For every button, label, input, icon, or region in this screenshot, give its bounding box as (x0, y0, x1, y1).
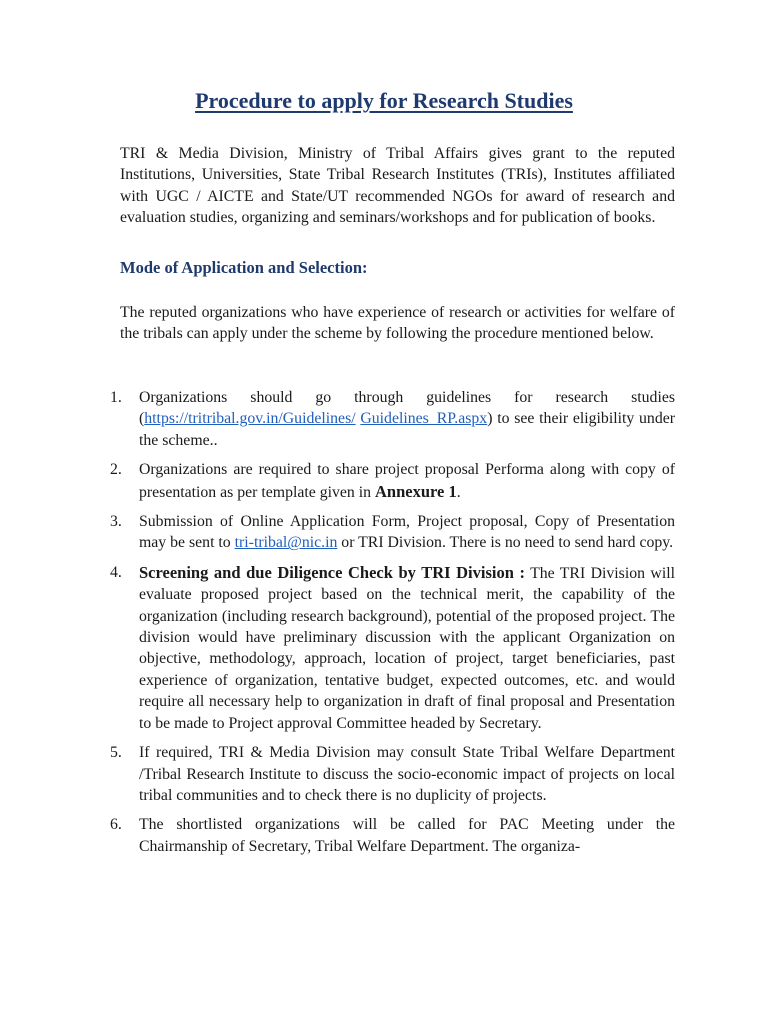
list-item (110, 814, 675, 857)
email-link[interactable]: tri-tribal@nic.in (234, 534, 338, 552)
intro-paragraph: TRI & Media Division, Ministry of Tribal Affairs gives grant to the reputed Institutions, Universities, State Tribal Research Institutes (TRIs), Institutes affiliated with UGC / AICTE and State/UT recommended NGOs for award of research and evaluation studies, organizing and seminars/workshops and for publication of books. (120, 145, 675, 227)
list-number: 1. (110, 389, 122, 406)
section-heading: Mode of Application and Selection: (120, 258, 368, 277)
item-text: Organizations should go through guidelines for research studies ( (139, 389, 675, 428)
item-text: or TRI Division. There is no need to send hard copy. (337, 534, 674, 552)
page-title: Procedure to apply for Research Studies (195, 88, 573, 113)
guidelines-link[interactable]: https://tritribal.gov.in/Guidelines/ (144, 410, 356, 428)
list-number: 4. (110, 563, 122, 581)
procedure-list (110, 387, 675, 865)
list-item (110, 387, 675, 451)
item-text: The TRI Division will evaluate proposed project based on the technical merit, the capability of the organization (including research background), potential of the proposed project. The division would have preliminary discussion with the applicant Organization on objective, methodology, approach, location of project, target beneficiaries, past experience of organization, tentative budget, expected outcomes, etc. and would require all necessary help to organization in draft of final proposal and Presentation to be made to Project approval Committee headed by Secretary. (139, 564, 675, 732)
list-item (110, 742, 675, 806)
annexure-label: Annexure 1 (375, 481, 457, 501)
item-text: Submission of Online Application Form, Project proposal, Copy of Presentation may be sent to (139, 513, 675, 552)
item-text: . (456, 483, 461, 501)
list-item (110, 562, 675, 734)
list-item (110, 459, 675, 503)
item-text: The shortlisted organizations will be called for PAC Meeting under the Chairmanship of Secretary, Tribal Welfare Department. The organiza- (139, 816, 675, 855)
item-text: If required, TRI & Media Division may consult State Tribal Welfare Department /Tribal Research Institute to discuss the socio-economic impact of projects on local tribal communities and to check there is no duplicity of projects. (139, 744, 675, 804)
list-number: 5. (110, 744, 122, 762)
item-text: Organizations are required to share project proposal Performa along with copy of presentation as per template given in (139, 461, 675, 501)
guidelines-rp-link[interactable]: Guidelines_RP.aspx (360, 410, 488, 428)
list-number: 6. (110, 816, 122, 834)
list-item (110, 511, 675, 554)
list-number: 3. (110, 513, 122, 531)
item-text: ) to see their eligibility under the scheme.. (139, 410, 675, 449)
screening-heading: Screening and due Diligence Check by TRI Division : (139, 562, 525, 582)
section-intro-paragraph: The reputed organizations who have experience of research or activities for welfare of the tribals can apply under the scheme by following the procedure mentioned below. (120, 304, 675, 343)
list-number: 2. (110, 461, 122, 479)
